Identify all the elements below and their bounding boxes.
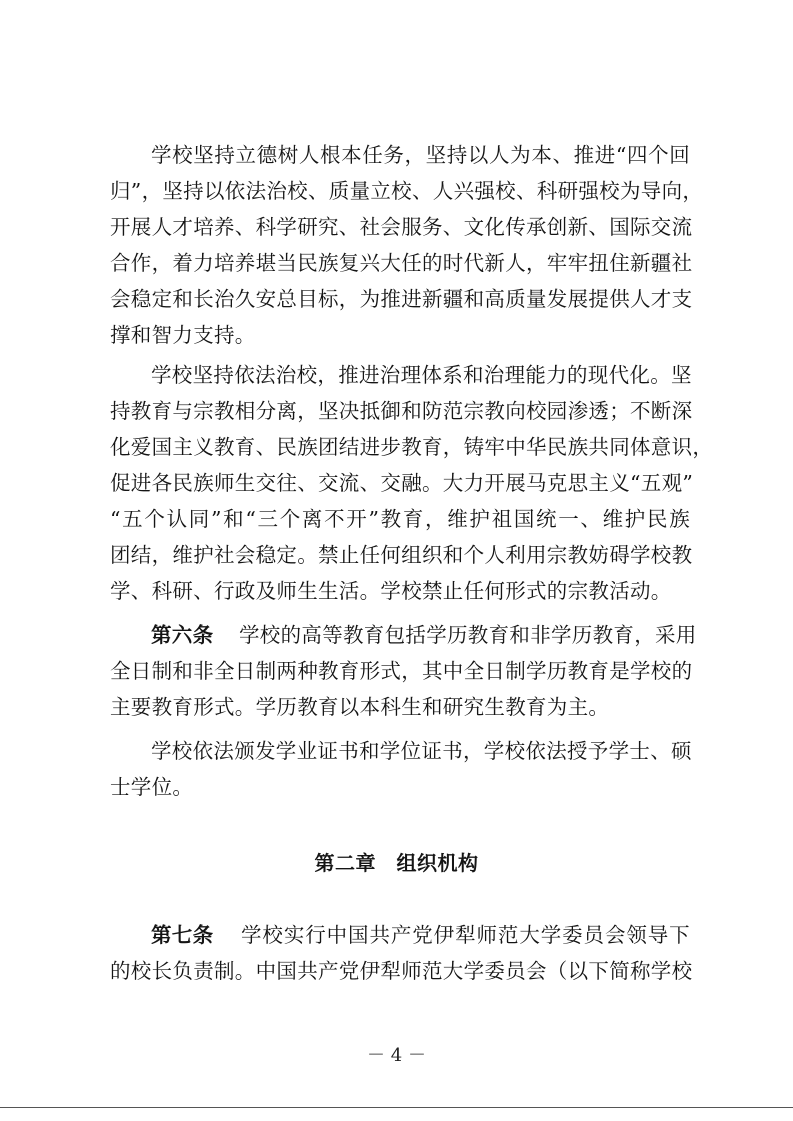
text-line: 学校坚持依法治校，推进治理体系和治理能力的现代化。坚 — [151, 363, 692, 387]
chapter-heading: 第二章 组织机构 — [314, 851, 479, 875]
text-line: 士学位。 — [110, 775, 194, 799]
page-number: － 4 － — [367, 1045, 426, 1066]
text-line: 团结，维护社会稳定。禁止任何组织和个人利用宗教妨碍学校教 — [110, 543, 693, 567]
article-6-label: 第六条 — [151, 623, 214, 647]
page-bottom-edge — [0, 1107, 793, 1108]
text-line: 的校长负责制。中国共产党伊犁师范大学委员会（以下简称学校 — [110, 959, 693, 983]
text-line: 化爱国主义教育、民族团结进步教育，铸牢中华民族共同体意识， — [110, 435, 714, 459]
text-line: 促进各民族师生交往、交流、交融。大力开展马克思主义“五观” — [110, 471, 694, 495]
text-line: 学校实行中国共产党伊犁师范大学委员会领导下 — [241, 923, 690, 947]
text-line: 归”，坚持以依法治校、质量立校、人兴强校、科研强校为导向， — [110, 179, 704, 203]
text-line: 主要教育形式。学历教育以本科生和研究生教育为主。 — [110, 695, 610, 719]
text-line: 学校依法颁发学业证书和学位证书，学校依法授予学士、硕 — [151, 739, 692, 763]
text-line: 持教育与宗教相分离，坚决抵御和防范宗教向校园渗透；不断深 — [110, 399, 693, 423]
text-line: 开展人才培养、科学研究、社会服务、文化传承创新、国际交流 — [110, 215, 693, 239]
text-line: 学校坚持立德树人根本任务，坚持以人为本、推进“四个回 — [151, 143, 690, 167]
text-line: 学校的高等教育包括学历教育和非学历教育，采用 — [239, 623, 697, 647]
text-line: 全日制和非全日制两种教育形式，其中全日制学历教育是学校的 — [110, 659, 693, 683]
text-line: 撑和智力支持。 — [110, 323, 256, 347]
text-line: 会稳定和长治久安总目标，为推进新疆和高质量发展提供人才支 — [110, 287, 693, 311]
text-line: 学、科研、行政及师生生活。学校禁止任何形式的宗教活动。 — [110, 579, 672, 603]
text-line: “五个认同”和“三个离不开”教育，维护祖国统一、维护民族 — [110, 507, 690, 531]
article-7-label: 第七条 — [151, 923, 214, 947]
text-line: 合作，着力培养堪当民族复兴大任的时代新人，牢牢扭住新疆社 — [110, 251, 693, 275]
